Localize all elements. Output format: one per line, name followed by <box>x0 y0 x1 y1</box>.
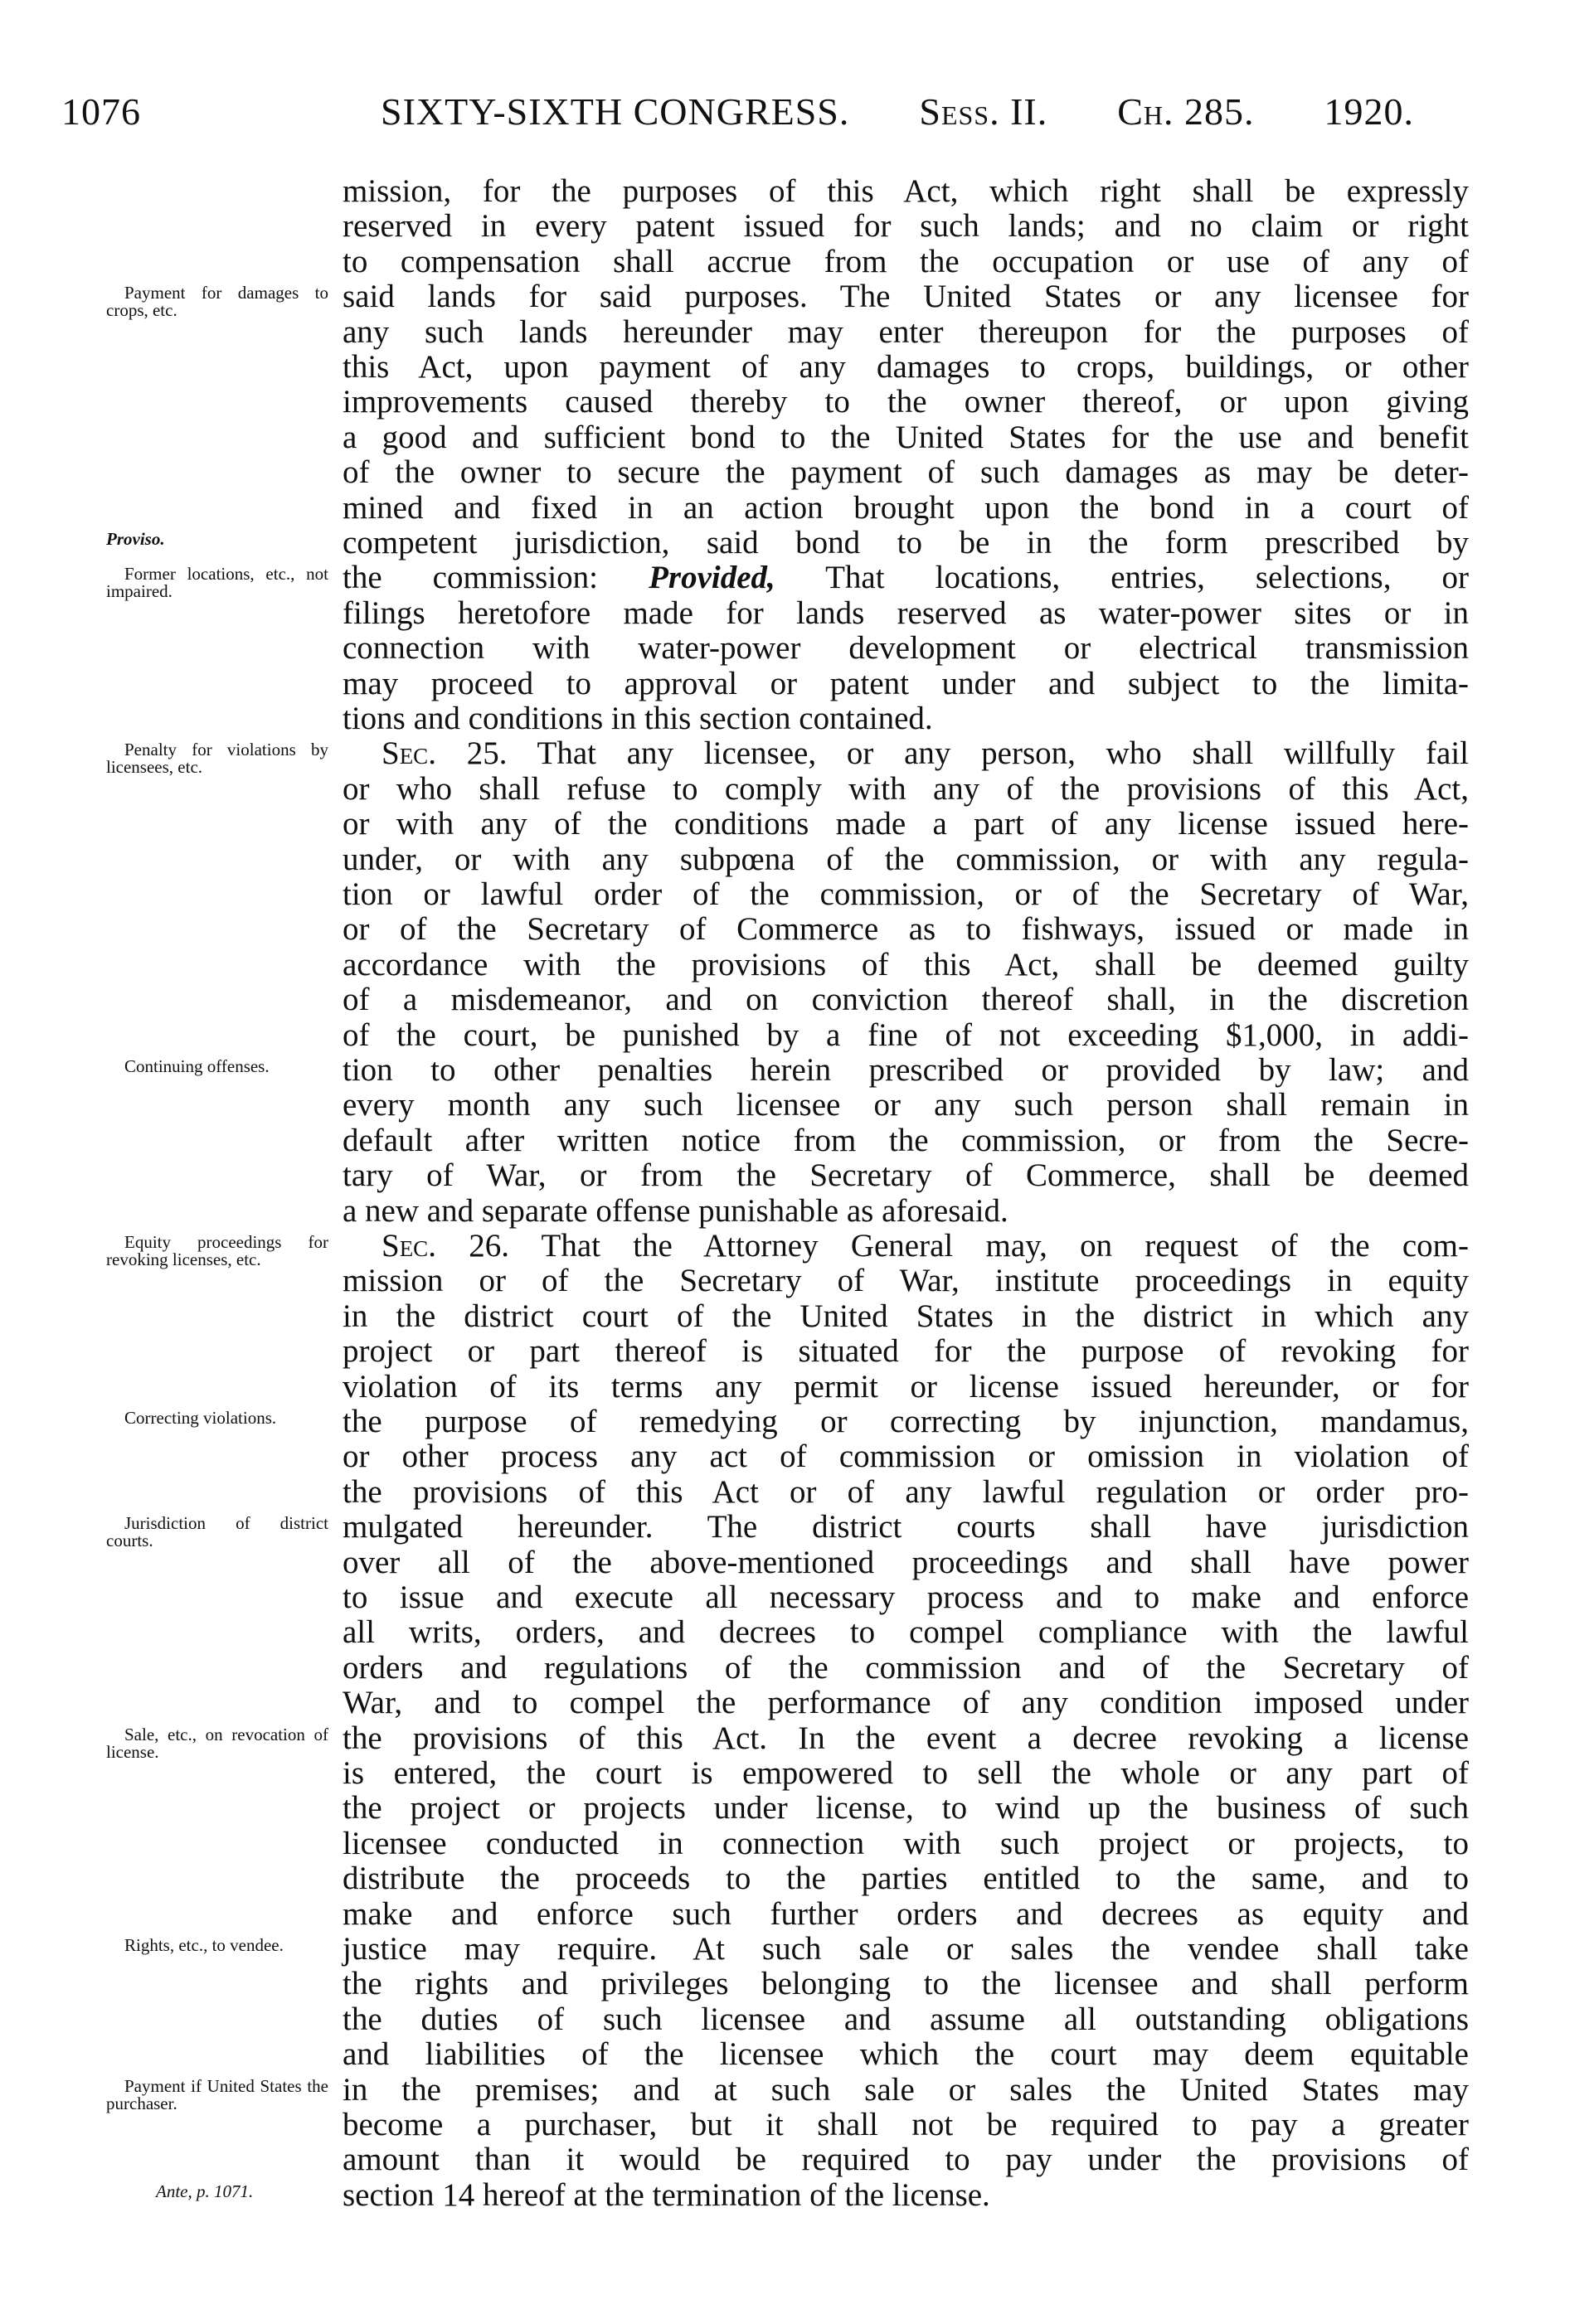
text-segment: 26. That the Attorney General may, on request of the com- <box>435 1228 1469 1264</box>
text-line: justice may require. At such sale or sales the vendee shall take <box>343 1931 1469 1967</box>
text-line: or other process any act of commission or omission in violation of <box>343 1439 1469 1475</box>
text-line: under, or with any subpœna of the commission, or with any regula- <box>343 841 1469 877</box>
text-line: licensee conducted in connection with such project or projects, to <box>343 1825 1469 1861</box>
text-line: or with any of the conditions made a part of any license issued here- <box>343 806 1469 842</box>
text-segment: 25. That any licensee, or any person, who shall willfully fail <box>435 735 1469 772</box>
text-line: of the owner to secure the payment of such damages as may be deter- <box>343 454 1469 491</box>
text-line: to compensation shall accrue from the occupation or use of any of <box>343 243 1469 279</box>
text-line: tary of War, or from the Secretary of Commerce, shall be deemed <box>343 1157 1469 1194</box>
chapter: Ch. 285. <box>1117 90 1255 133</box>
margin-note: Sale, etc., on revocation of license. <box>106 1724 328 1762</box>
margin-note: Proviso. <box>106 529 165 549</box>
text-line: in the premises; and at such sale or sales the United States may <box>343 2071 1469 2108</box>
text-segment: the commission: <box>343 560 649 596</box>
text-line: orders and regulations of the commission and of the Secretary of <box>343 1649 1469 1686</box>
text-line: mined and fixed in an action brought upon the bond in a court of <box>343 489 1469 526</box>
text-line: all writs, orders, and decrees to compel compliance with the lawful <box>343 1614 1469 1651</box>
text-line: the provisions of this Act. In the event a decree revoking a license <box>343 1720 1469 1756</box>
text-line: of the court, be punished by a fine of not exceeding $1,000, in addi- <box>343 1016 1469 1053</box>
text-line: and liabilities of the licensee which the court may deem equitable <box>343 2036 1469 2073</box>
running-head <box>381 90 1414 133</box>
text-line: tions and conditions in this section contained. <box>343 701 933 736</box>
text-line <box>381 1229 1469 1264</box>
text-segment: That locations, entries, selections, or <box>775 560 1469 596</box>
margin-note: Correcting violations. <box>124 1408 277 1428</box>
margin-note: Ante, p. 1071. <box>156 2181 254 2201</box>
text-line: tion or lawful order of the commission, or of the Secretary of War, <box>343 876 1469 912</box>
text-line: the purpose of remedying or correcting by injunction, mandamus, <box>343 1404 1469 1439</box>
text-line: project or part thereof is situated for the purpose of revoking for <box>343 1333 1469 1370</box>
page-number: 1076 <box>61 90 141 133</box>
text-line: said lands for said purposes. The United States or any licensee for <box>343 279 1469 315</box>
text-line: accordance with the provisions of this Act, shall be deemed guilty <box>343 946 1469 982</box>
text-line <box>381 736 1469 771</box>
text-line: of a misdemeanor, and on conviction thereof shall, in the discretion <box>343 982 1469 1018</box>
section-label: Sec. <box>381 1228 436 1264</box>
margin-note: Payment if United States the purchaser. <box>106 2075 328 2113</box>
margin-note: Penalty for violations by licensees, etc. <box>106 740 328 778</box>
text-line: mission, for the purposes of this Act, which right shall be expressly <box>343 173 1469 209</box>
text-line: default after written notice from the commission, or from the Secre- <box>343 1122 1469 1158</box>
text-line: may proceed to approval or patent under and subject to the limita- <box>343 665 1469 701</box>
text-line: distribute the proceeds to the parties entitled to the same, and to <box>343 1861 1469 1897</box>
text-line: section 14 hereof at the termination of the license. <box>343 2176 990 2213</box>
text-line <box>343 560 1469 595</box>
text-line: improvements caused thereby to the owner thereof, or upon giving <box>343 384 1469 420</box>
text-line: War, and to compel the performance of any condition imposed under <box>343 1685 1469 1721</box>
text-line: to issue and execute all necessary process and to make and enforce <box>343 1579 1469 1615</box>
text-line: a new and separate offense punishable as aforesaid. <box>343 1192 1008 1229</box>
margin-note: Continuing offenses. <box>124 1056 270 1076</box>
session: Sess. II. <box>919 90 1048 133</box>
text-line: the rights and privileges belonging to the licensee and shall perform <box>343 1966 1469 2002</box>
text-line: filings heretofore made for lands reserved as water-power sites or in <box>343 594 1469 631</box>
margin-note: Rights, etc., to vendee. <box>124 1935 284 1955</box>
text-line: this Act, upon payment of any damages to crops, buildings, or other <box>343 349 1469 385</box>
text-line: mission or of the Secretary of War, institute proceedings in equity <box>343 1263 1469 1299</box>
text-line: amount than it would be required to pay under the provisions of <box>343 2142 1469 2178</box>
text-line: the duties of such licensee and assume all outstanding obligations <box>343 2001 1469 2037</box>
text-line: connection with water-power development or electrical transmission <box>343 630 1469 667</box>
text-line: make and enforce such further orders and decrees as equity and <box>343 1895 1469 1932</box>
text-line: or of the Secretary of Commerce as to fishways, issued or made in <box>343 911 1469 948</box>
text-line: become a purchaser, but it shall not be required to pay a greater <box>343 2107 1469 2142</box>
text-line: or who shall refuse to comply with any of the provisions of this Act, <box>343 770 1469 807</box>
emphasis-text: Provided, <box>649 560 775 596</box>
text-line: mulgated hereunder. The district courts shall have jurisdiction <box>343 1509 1469 1545</box>
text-line: reserved in every patent issued for such lands; and no claim or right <box>343 208 1469 245</box>
year: 1920. <box>1324 90 1414 133</box>
margin-note: Former locations, etc., not impaired. <box>106 564 328 602</box>
text-line: violation of its terms any permit or license issued hereunder, or for <box>343 1368 1469 1405</box>
text-line: any such lands hereunder may enter thereupon for the purposes of <box>343 313 1469 350</box>
text-line: is entered, the court is empowered to sell the whole or any part of <box>343 1755 1469 1791</box>
margin-note: Payment for damages to crops, etc. <box>106 283 328 321</box>
text-line: competent jurisdiction, said bond to be in the form prescribed by <box>343 525 1469 560</box>
text-line: over all of the above-mentioned proceedings and shall have power <box>343 1544 1469 1580</box>
text-line: tion to other penalties herein prescribed or provided by law; and <box>343 1052 1469 1088</box>
text-line: the project or projects under license, to wind up the business of such <box>343 1790 1469 1827</box>
congress-title: SIXTY-SIXTH CONGRESS. <box>381 90 850 133</box>
text-line: in the district court of the United States in the district in which any <box>343 1298 1469 1334</box>
text-line: a good and sufficient bond to the United States for the use and benefit <box>343 419 1469 455</box>
text-line: every month any such licensee or any such person shall remain in <box>343 1087 1469 1123</box>
margin-note: Equity proceedings for revoking licenses, etc. <box>106 1232 328 1269</box>
text-line: the provisions of this Act or of any lawful regulation or order pro- <box>343 1473 1469 1510</box>
margin-note: Jurisdiction of district courts. <box>106 1513 328 1551</box>
section-label: Sec. <box>381 735 436 772</box>
